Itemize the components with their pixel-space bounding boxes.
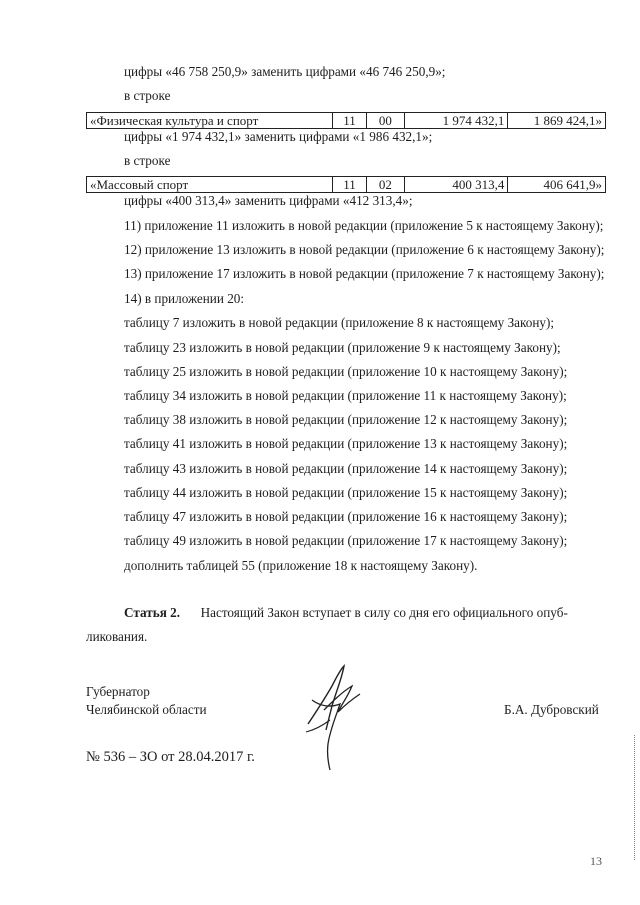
handwritten-signature <box>302 660 364 772</box>
text-line: цифры «46 758 250,9» заменить цифрами «46 746 250,9»; <box>124 64 446 79</box>
list-item: таблицу 34 изложить в новой редакции (приложение 11 к настоящему Закону); <box>124 388 567 403</box>
list-item: таблицу 41 изложить в новой редакции (приложение 13 к настоящему Закону); <box>124 436 568 451</box>
table-cell-amount-1: 1 974 432,1 <box>404 113 508 128</box>
table-cell-subsection: 02 <box>366 177 404 192</box>
list-item: 12) приложение 13 изложить в новой редакции (приложение 6 к настоящему Закону); <box>124 242 605 257</box>
list-item: таблицу 7 изложить в новой редакции (приложение 8 к настоящему Закону); <box>124 315 555 330</box>
list-item: таблицу 49 изложить в новой редакции (приложение 17 к настоящему Закону); <box>124 533 568 548</box>
article-paragraph <box>124 605 568 621</box>
text-line: цифры «400 313,4» заменить цифрами «412 313,4»; <box>124 193 413 208</box>
list-item: 14) в приложении 20: <box>124 291 245 306</box>
list-item: таблицу 47 изложить в новой редакции (приложение 16 к настоящему Закону); <box>124 509 568 524</box>
table-cell-amount-2: 406 641,9» <box>507 177 605 192</box>
signatory-name: Б.А. Дубровский <box>504 702 599 717</box>
table-cell-section: 11 <box>332 177 366 192</box>
table-cell-amount-2: 1 869 424,1» <box>507 113 605 128</box>
text-line: в строке <box>124 153 171 168</box>
scan-edge-mark <box>634 735 637 860</box>
signatory-title: Губернатор <box>86 684 150 699</box>
article-text-continued: ликования. <box>86 629 148 644</box>
signatory-region: Челябинской области <box>86 702 207 717</box>
table-cell-subsection: 00 <box>366 113 404 128</box>
table-cell-name: «Физическая культура и спорт <box>90 113 259 128</box>
list-item: 11) приложение 11 изложить в новой редакции (приложение 5 к настоящему Закону); <box>124 218 604 233</box>
list-item: таблицу 25 изложить в новой редакции (приложение 10 к настоящему Закону); <box>124 364 568 379</box>
text-line: в строке <box>124 88 171 103</box>
list-item: дополнить таблицей 55 (приложение 18 к настоящему Закону). <box>124 558 478 573</box>
list-item: таблицу 38 изложить в новой редакции (приложение 12 к настоящему Закону); <box>124 412 568 427</box>
table-cell-section: 11 <box>332 113 366 128</box>
table-row <box>86 112 606 129</box>
list-item: таблицу 43 изложить в новой редакции (приложение 14 к настоящему Закону); <box>124 461 568 476</box>
list-item: таблицу 23 изложить в новой редакции (приложение 9 к настоящему Закону); <box>124 340 561 355</box>
table-cell-name: «Массовый спорт <box>90 177 189 192</box>
article-heading: Статья 2. <box>124 605 181 620</box>
table-cell-amount-1: 400 313,4 <box>404 177 508 192</box>
table-row <box>86 176 606 193</box>
page-number: 13 <box>590 854 602 868</box>
law-number: № 536 – ЗО от 28.04.2017 г. <box>86 749 255 765</box>
article-text: Настоящий Закон вступает в силу со дня его официального опуб- <box>200 605 568 620</box>
list-item: 13) приложение 17 изложить в новой редакции (приложение 7 к настоящему Закону); <box>124 266 605 281</box>
text-line: цифры «1 974 432,1» заменить цифрами «1 986 432,1»; <box>124 129 433 144</box>
list-item: таблицу 44 изложить в новой редакции (приложение 15 к настоящему Закону); <box>124 485 568 500</box>
